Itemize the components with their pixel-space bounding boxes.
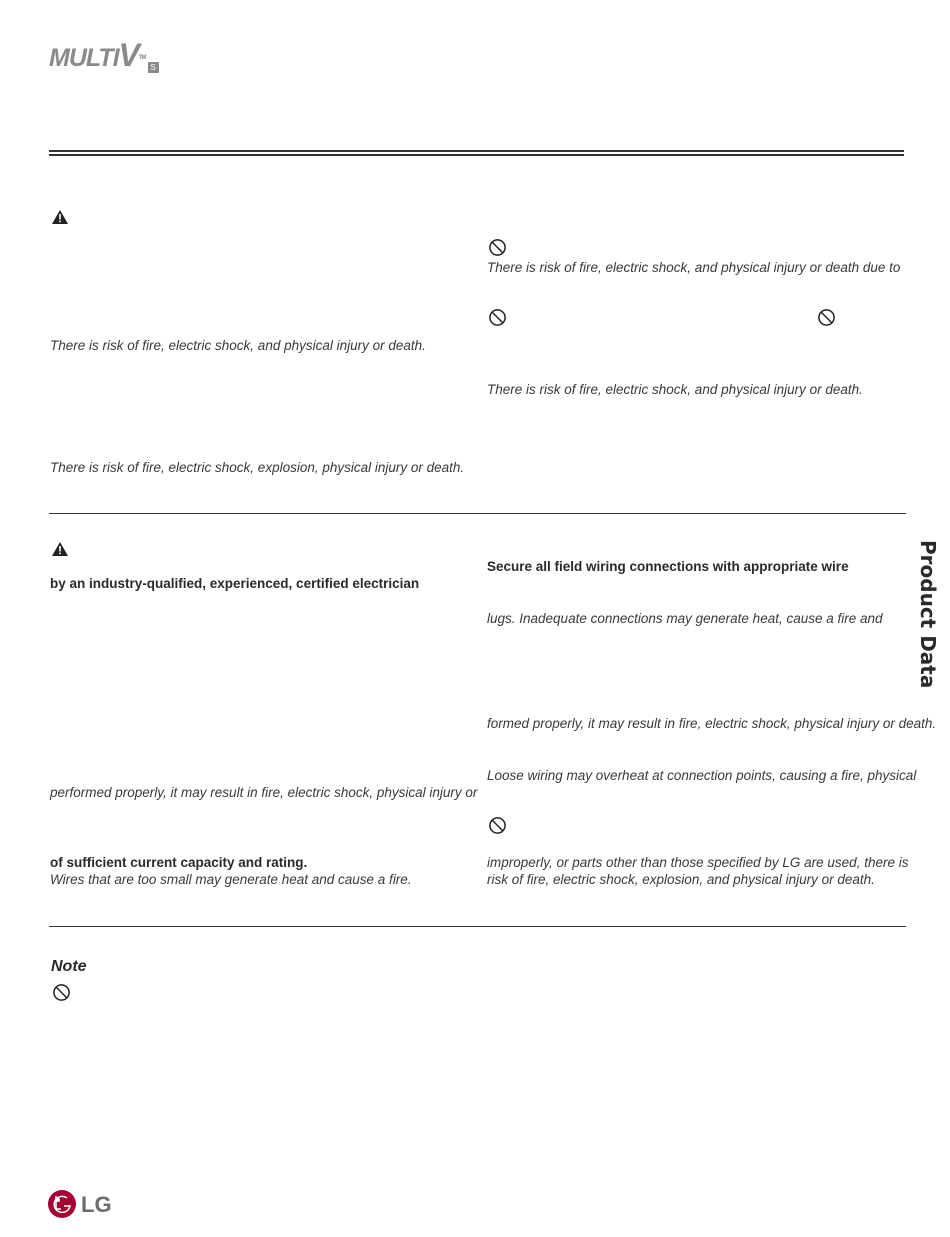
risk-text: There is risk of fire, electric shock, explosion, physical injury or death. <box>50 460 465 475</box>
multi-v-logo <box>49 37 159 73</box>
risk-text: There is risk of fire, electric shock, and physical injury or death due to <box>487 260 901 275</box>
header-rule-top <box>49 150 904 152</box>
note-label: Note <box>51 958 87 975</box>
risk-text: There is risk of fire, electric shock, and physical injury or death. <box>50 338 426 353</box>
risk-text: risk of fire, electric shock, explosion, and physical injury or death. <box>487 872 875 887</box>
brand-badge: S <box>148 62 159 73</box>
bold-instruction: by an industry-qualified, experienced, certified electrician <box>50 576 420 591</box>
brand-name: MULTI <box>49 44 119 72</box>
risk-text: There is risk of fire, electric shock, and physical injury or death. <box>487 382 863 397</box>
prohibited-icon <box>488 308 507 327</box>
lg-circle-icon <box>48 1190 76 1218</box>
risk-text: Wires that are too small may generate heat and cause a fire. <box>50 872 412 887</box>
side-tab-label: Product Data <box>916 540 940 689</box>
side-tab <box>900 540 950 700</box>
prohibited-icon <box>488 238 507 257</box>
prohibited-icon <box>817 308 836 327</box>
risk-text: performed properly, it may result in fire, electric shock, physical injury or <box>50 785 478 800</box>
bold-instruction: of sufficient current capacity and rating. <box>50 855 308 870</box>
section-divider <box>49 926 906 927</box>
section-divider <box>49 513 906 514</box>
lg-logo-text: LG <box>81 1192 112 1217</box>
brand-v: V <box>118 37 139 73</box>
prohibited-icon <box>52 983 71 1002</box>
risk-text: improperly, or parts other than those specified by LG are used, there is <box>487 855 909 870</box>
risk-text: formed properly, it may result in fire, electric shock, physical injury or death. <box>487 716 937 731</box>
risk-text: lugs. Inadequate connections may generate heat, cause a fire and <box>487 611 883 626</box>
warning-icon <box>52 542 68 556</box>
risk-text: Loose wiring may overheat at connection points, causing a fire, physical <box>487 768 917 783</box>
header-rule-bottom <box>49 154 904 156</box>
warning-icon <box>52 210 68 224</box>
bold-instruction: Secure all field wiring connections with appropriate wire <box>487 559 849 574</box>
brand-tm: TM <box>138 55 146 61</box>
prohibited-icon <box>488 816 507 835</box>
